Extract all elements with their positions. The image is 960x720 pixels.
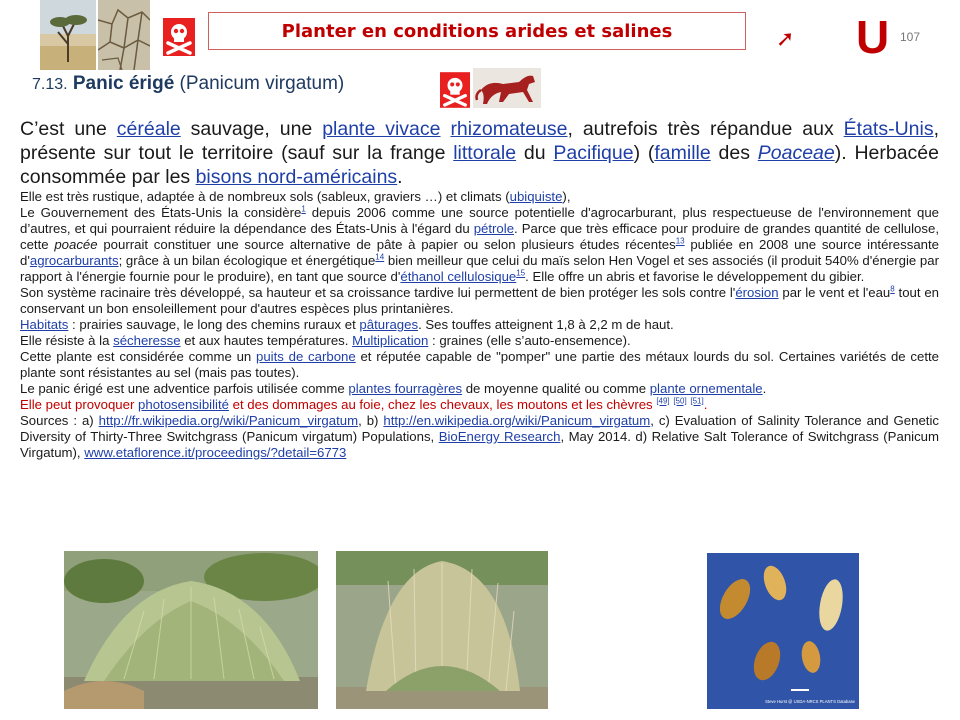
section-number: 7.13. [32,76,68,93]
text: : prairies sauvage, le long des chemins ruraux et [68,317,360,332]
text: ), [562,189,571,204]
link-ubiquiste[interactable]: ubiquiste [509,189,563,204]
text: et aux hautes températures. [180,333,353,348]
roots-paragraph [20,285,939,317]
intro-paragraph [20,117,939,189]
text: : graines (elle s’auto-ensemence). [428,333,631,348]
text: et réputée capable de "pomper" une partie des métaux lourds du sol. Certaines variétés de cette plante sont résistantes au sel (mais pas toutes). [20,349,939,380]
section-letter: U [856,11,890,63]
text: ) ( [633,142,655,164]
carbon-paragraph [20,349,939,381]
text: . Ses touffes atteignent 1,8 à 2,2 m de haut. [418,317,674,332]
cracked-earth-thumbnail [98,0,150,70]
text: de moyenne qualité ou comme [462,381,650,396]
footnote-ref[interactable]: 15 [516,268,526,278]
footnote-ref[interactable]: [49] [656,396,670,406]
text: tout en conservant un bon ensoleillement pour d'autres espèces plus printanières. [20,285,939,316]
text: par le vent et l'eau [778,285,891,300]
link-poaceae[interactable]: Poaceae [757,142,835,164]
grass-clump-photo [64,551,318,709]
text: Elle est très rustique, adaptée à de nombreux sols (sableux, graviers …) et climats ( [20,189,510,204]
link-bisons[interactable]: bisons nord-américains [195,166,398,188]
text: , présente sur tout le territoire (sauf sur la frange [20,118,940,164]
link-cereale[interactable]: céréale [116,118,181,140]
text: Elle résiste à la [20,333,114,348]
text: . Parce que très efficace pour produire de grandes quantité de cellulose, cette [20,221,939,252]
link-pacifique[interactable]: Pacifique [553,142,634,164]
text: Le panic érigé est une adventice parfois utilisée comme [20,381,349,396]
link-agrocarburants[interactable]: agrocarburants [29,253,119,268]
link-plante-ornementale[interactable]: plante ornementale [649,381,763,396]
habitats-paragraph [20,317,939,333]
toxicity-warning [20,397,939,413]
footnote-ref[interactable]: 14 [375,252,385,262]
text: pourrait constituer une source alternative de pâte à papier ou selon plusieurs études récentes [97,237,676,252]
page-title: Planter en conditions arides et salines [208,12,746,50]
link-bioenergy-research[interactable]: BioEnergy Research [438,429,561,444]
text: du [516,142,554,164]
text: Son système racinaire très développé, sa hauteur et sa croissance tardive lui permettent de bien protéger les sols contre l' [20,285,736,300]
sources-paragraph [20,413,939,461]
text: . [762,381,767,396]
text [441,118,451,140]
link-etats-unis[interactable]: États-Unis [843,118,934,140]
article-body [20,117,939,461]
link-source-fr-wikipedia[interactable]: http://fr.wikipedia.org/wiki/Panicum_virgatum [98,413,359,428]
arrow-up-right-icon[interactable]: ➚ [776,26,795,51]
text: depuis 2006 comme une source potentielle d'agrocarburant, plus respectueuse de l'environnement que d’autres, et qui pourraient réduire la dépendance des États-Unis à l'égard du [20,205,939,236]
link-erosion[interactable]: érosion [735,285,779,300]
text: publiée en 2008 une source intéressante d' [20,237,939,268]
plant-common-name: Panic érigé [72,73,175,94]
uses-paragraph [20,381,939,397]
biofuel-paragraph [20,205,939,285]
link-photosensibilite[interactable]: photosensibilité [138,397,229,412]
plant-latin-name: (Panicum virgatum) [179,73,345,94]
text: , c) Evaluation of Salinity Tolerance and Genetic Diversity of Thirty-Three Switchgrass (Panicum virgatum) Populations, [20,413,939,444]
link-habitats[interactable]: Habitats [20,317,69,332]
link-paturages[interactable]: pâturages [359,317,419,332]
switchgrass-plume-photo [336,551,548,709]
drought-paragraph [20,333,939,349]
text: Elle peut provoquer [20,397,139,412]
link-source-en-wikipedia[interactable]: http://en.wikipedia.org/wiki/Panicum_virgatum [383,413,651,428]
text: . [397,166,403,188]
link-rhizomateuse[interactable]: rhizomateuse [450,118,568,140]
footnote-ref[interactable]: [50] [673,396,687,406]
text: poacée [54,237,98,252]
text: , b) [358,413,384,428]
text: et des dommages au foie, chez les chevaux, les moutons et les chèvres [228,397,657,412]
footnote-ref[interactable]: [51] [690,396,704,406]
link-ethanol-cellulosique[interactable]: éthanol cellulosique [400,269,517,284]
link-secheresse[interactable]: sécheresse [113,333,181,348]
link-multiplication[interactable]: Multiplication [352,333,429,348]
page-number: 107 [900,30,921,44]
footnote-ref[interactable]: 1 [301,204,306,214]
link-puits-de-carbone[interactable]: puits de carbone [256,349,356,364]
desert-tree-thumbnail [40,0,96,70]
text: sauvage, une [180,118,323,140]
skull-crossbones-icon [163,18,195,56]
text: bien meilleur que celui du maïs selon Hen Vogel et ses associés (il produit 540% d'énergie par rapport à l'énergie fournie pour le produire), en tant que source d' [20,253,939,284]
text: des [710,142,758,164]
horse-icon [473,68,541,108]
text: . [703,397,708,412]
photo-credit: Steve Hurst @ USDA-NRCS PLANTS Database [765,699,855,704]
seed-closeup-photo [707,553,859,709]
link-petrole[interactable]: pétrole [473,221,515,236]
rustic-paragraph [20,189,939,205]
text: C’est une [20,118,117,140]
plant-heading [32,73,344,95]
text: Sources : a) [20,413,99,428]
link-famille[interactable]: famille [654,142,711,164]
text: Cette plante est considérée comme un [20,349,257,364]
link-etaflorence[interactable]: www.etaflorence.it/proceedings/?detail=6773 [84,445,347,460]
footnote-ref[interactable]: 8 [890,284,895,294]
footnote-ref[interactable]: 13 [675,236,685,246]
text: ; grâce à un bilan écologique et énergétique [118,253,376,268]
text: . Elle offre un abris et favorise le développement du gibier. [525,269,865,284]
link-littorale[interactable]: littorale [453,142,517,164]
skull-crossbones-icon [440,72,470,108]
text: Le Gouvernement des États-Unis la considère [20,205,302,220]
link-plante-vivace[interactable]: plante vivace [322,118,441,140]
link-plantes-fourrageres[interactable]: plantes fourragères [348,381,463,396]
text: , May 2014. d) Relative Salt Tolerance of Switchgrass (Panicum Virgatum), [20,429,939,460]
text: ). Herbacée consommée par les [20,142,940,188]
text: , autrefois très répandue aux [567,118,844,140]
